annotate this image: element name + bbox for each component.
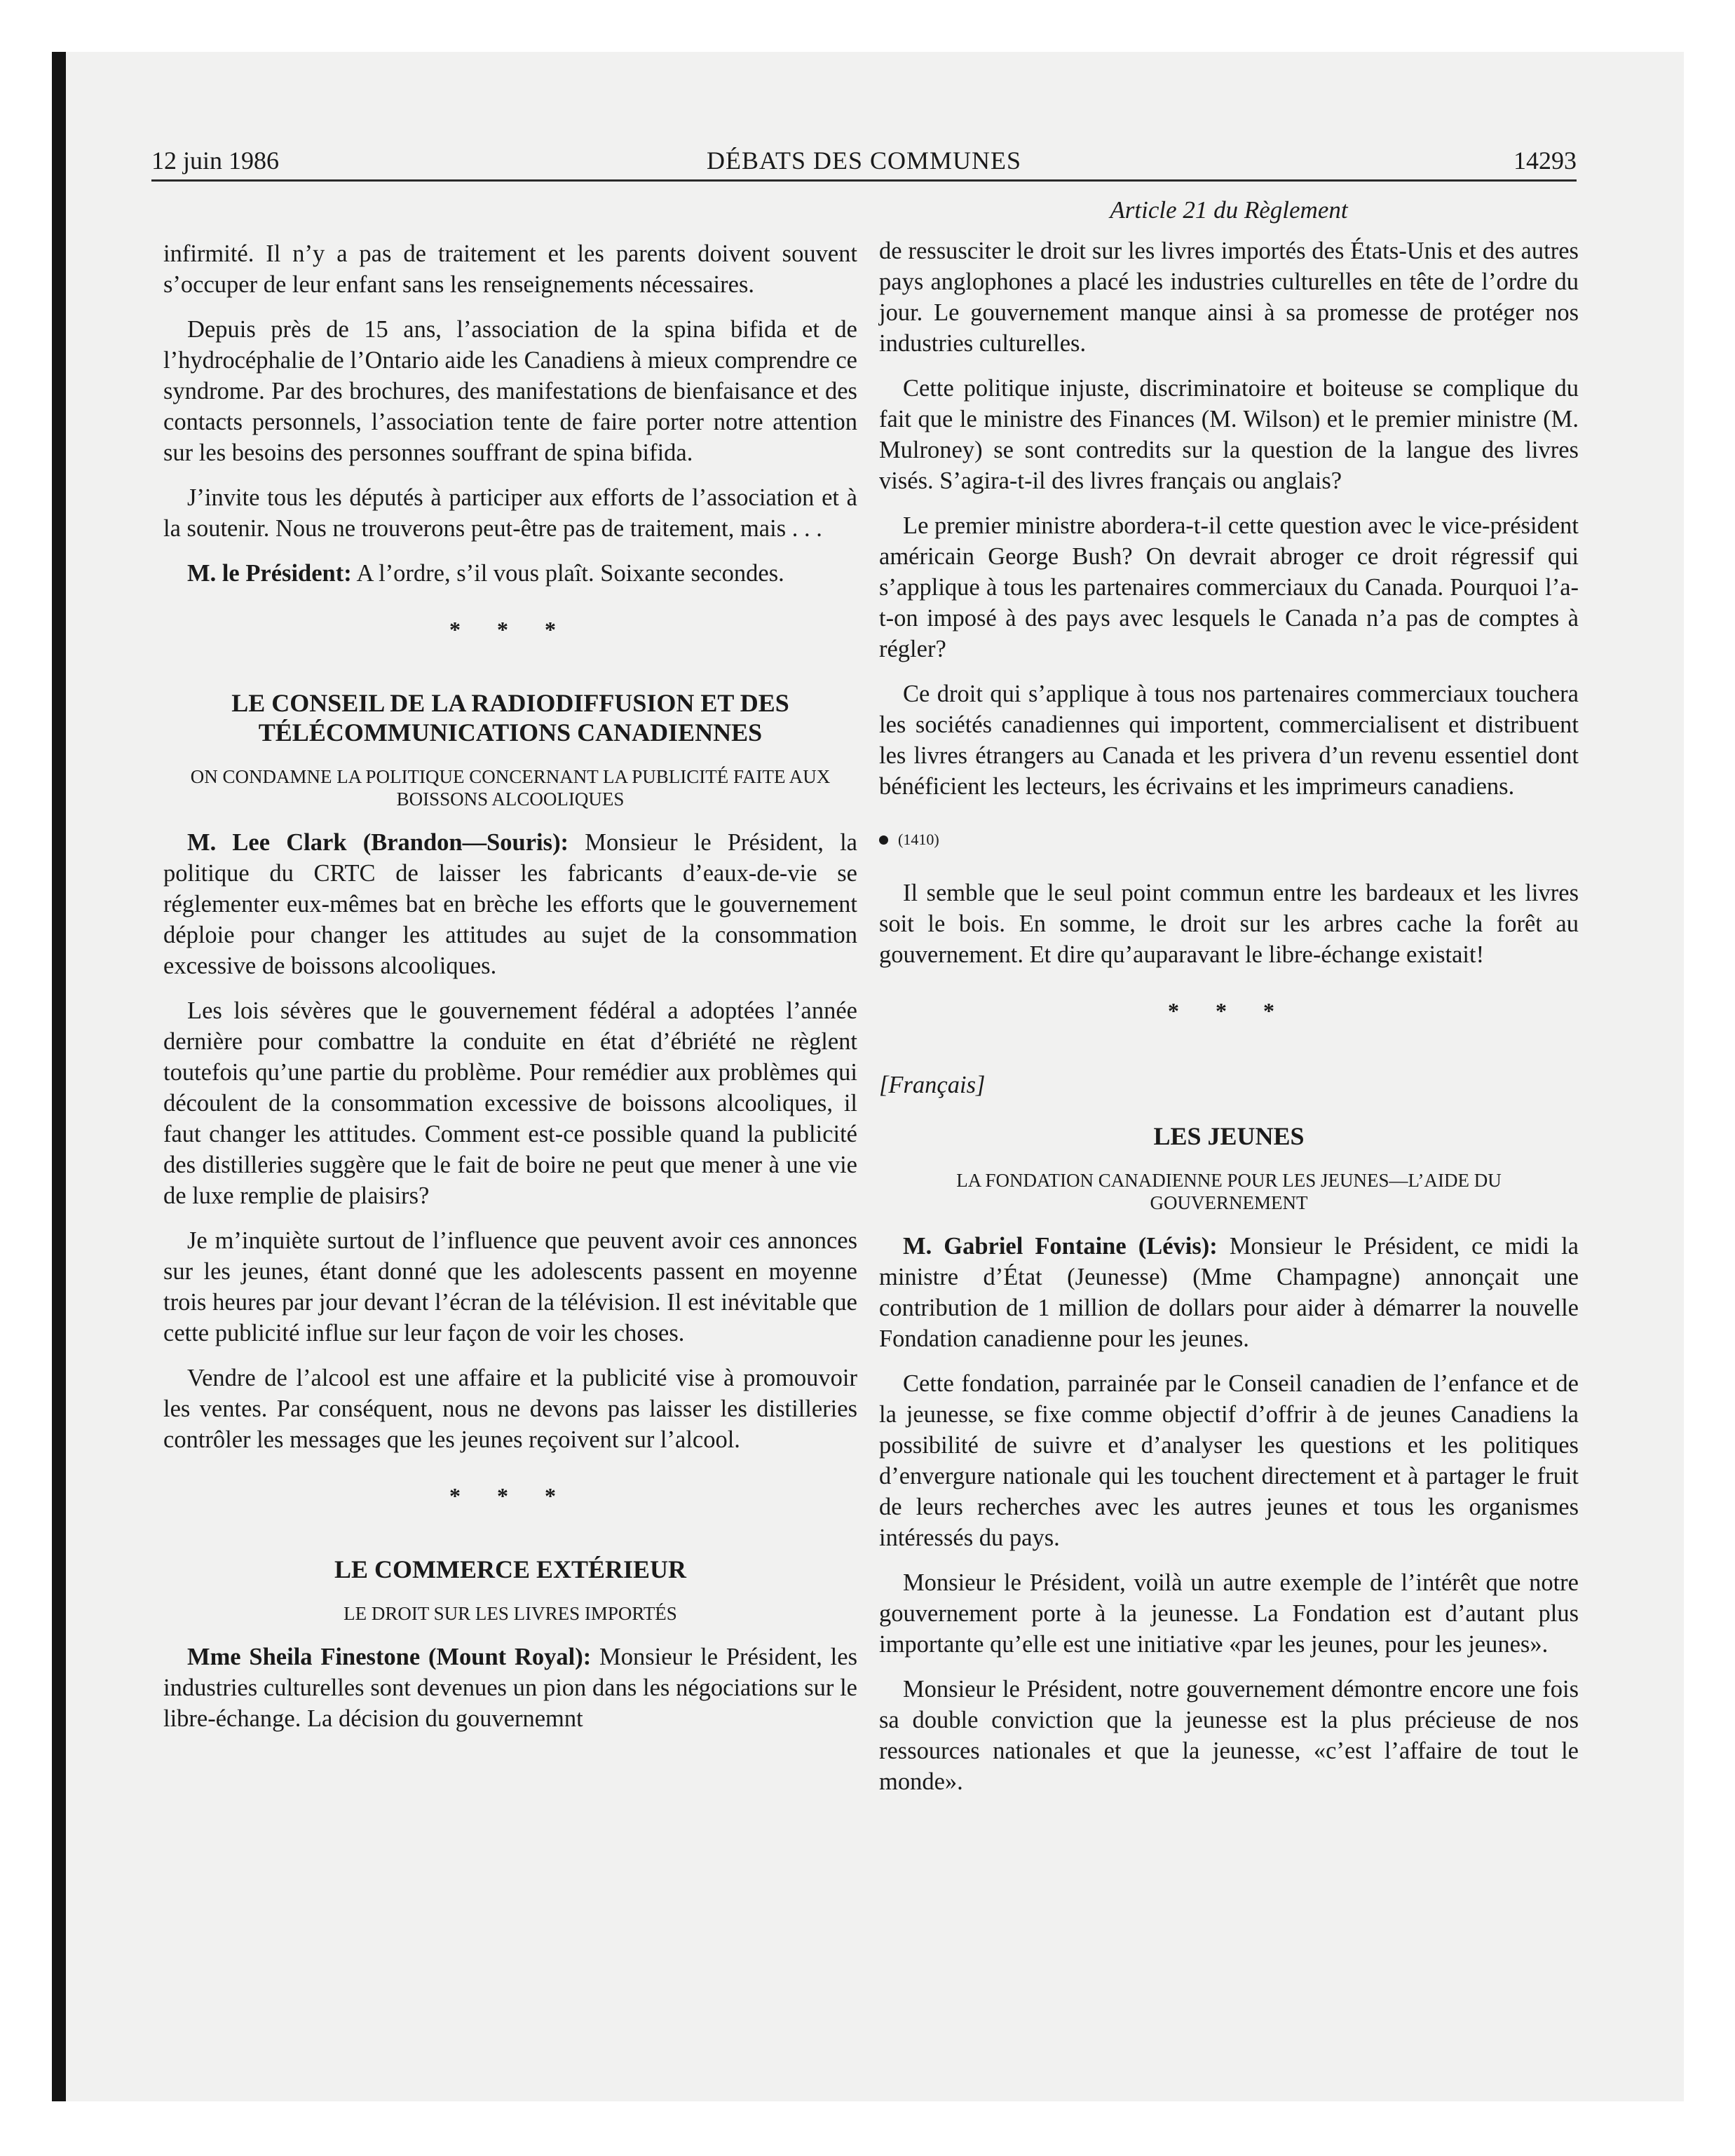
time-marker [879, 824, 1579, 855]
paragraph: Cette fondation, parrainée par le Conseil canadien de l’enfance et de la jeunesse, se fixe comme objectif d’offrir à de jeunes Canadiens la possibilité de suivre et d’analyser les questions et les politiques d’envergure nationale qui les touchent directement et à partager le fruit de leurs recherches avec les autres jeunes et tous les organismes intéressés du pays. [879, 1370, 1579, 1551]
paragraph: Je m’inquiète surtout de l’influence que peuvent avoir ces annonces sur les jeunes, étant donné que les adolescents passent en moyenne trois heures par jour devant l’écran de la télévision. Il est inévitable que cette publicité influe sur leur façon de voir les choses. [163, 1227, 857, 1346]
paragraph: Il semble que le seul point commun entre les bardeaux et les livres soit le bois. En somme, le droit sur les arbres cache la forêt au gouvernement. Et dire qu’auparavant le libre-échange existait! [879, 880, 1579, 968]
bullet-icon [879, 835, 888, 845]
paragraph: Monsieur le Président, notre gouvernement démontre encore une fois sa double conviction que la jeunesse est la plus précieuse de nos ressources nationales et que la jeunesse, «c’est l’affaire de tout le monde». [879, 1676, 1579, 1795]
speech-text: Monsieur le Président, ce midi la ministre d’État (Jeunesse) (Mme Champagne) annonçait une contribution de 1 million de dollars pour aider à démarrer la nouvelle Fondation canadienne pour les jeunes. [879, 1233, 1579, 1352]
time-label: (1410) [898, 831, 939, 848]
paragraph: Le premier ministre abordera-t-il cette question avec le vice-président américain George Bush? On devrait abroger ce droit régressif qui s’applique à tous les partenaires commerciaux du Canada. Pourquoi l’a-t-on imposé à des pays avec lesquels le Canada n’a pas de comptes à régler? [879, 512, 1579, 662]
section-heading: LE COMMERCE EXTÉRIEUR [334, 1555, 687, 1583]
section-separator: * * * [449, 1483, 571, 1508]
section-separator: * * * [449, 617, 571, 642]
right-column [879, 195, 1579, 1811]
section-heading: LES JEUNES [1153, 1122, 1305, 1150]
scan-edge-shadow [52, 52, 66, 2101]
left-column [163, 238, 857, 1748]
paragraph: Cette politique injuste, discriminatoire et boiteuse se complique du fait que le ministre des Finances (M. Wilson) et le premier ministre (M. Mulroney) se sont contredits sur la question de la langue des livres visés. S’agira-t-il des livres français ou anglais? [879, 375, 1579, 494]
speaker-name: M. le Président: [187, 560, 352, 587]
speech-text: Monsieur le Président, la politique du CRTC de laisser les fabricants d’eaux-de-vie se réglementer eux-mêmes bat en brèche les efforts que le gouvernement déploie pour changer les attitudes au sujet de la consommation excessive de boissons alcooliques. [163, 829, 857, 979]
section-separator: * * * [1168, 998, 1290, 1023]
header-title: DÉBATS DES COMMUNES [706, 146, 1022, 175]
paragraph: de ressusciter le droit sur les livres importés des États-Unis et des autres pays anglophones a placé les industries culturelles en tête de l’ordre du jour. Le gouvernement manque ainsi à sa promesse de protéger nos industries culturelles. [879, 238, 1579, 357]
section-subheading: LE DROIT SUR LES LIVRES IMPORTÉS [343, 1603, 677, 1624]
paragraph: Les lois sévères que le gouvernement fédéral a adoptées l’année dernière pour combattre la conduite en état d’ébriété ne règlent toutefois qu’une partie du problème. Pour remédier aux problèmes qui découlent de la consommation excessive de boissons alcooliques, il faut changer les attitudes. Comment est-ce possible quand la publicité des distilleries suggère que le fait de boire ne peut que mener à une vie de luxe remplie de plaisirs? [163, 997, 857, 1209]
header-page-number: 14293 [1513, 146, 1577, 175]
paragraph [163, 558, 857, 589]
paragraph [163, 1642, 857, 1734]
paragraph: Monsieur le Président, voilà un autre exemple de l’intérêt que notre gouvernement porte à la jeunesse. La Fondation est d’autant plus importante qu’elle est une initiative «par les jeunes, pour les jeunes». [879, 1569, 1579, 1658]
section-subheading: LA FONDATION CANADIENNE POUR LES JEUNES—L’AIDE DU GOUVERNEMENT [956, 1170, 1502, 1213]
paragraph: infirmité. Il n’y a pas de traitement et les parents doivent souvent s’occuper de leur enfant sans les renseignements nécessaires. [163, 240, 857, 298]
paragraph [163, 827, 857, 981]
speaker-name: Mme Sheila Finestone (Mount Royal): [187, 1644, 592, 1670]
speech-text: Monsieur le Président, les industries culturelles sont devenues un pion dans les négociations sur le libre-échange. La décision du gouvernemnt [163, 1644, 857, 1732]
running-header [151, 140, 1577, 182]
paragraph [879, 1231, 1579, 1354]
paragraph: Ce droit qui s’applique à tous nos partenaires commerciaux touchera les sociétés canadiennes qui importent, commercialisent et distribuent les livres étrangers au Canada et les privera d’un revenu essentiel dont bénéficient les lecteurs, les écrivains et les imprimeurs canadiens. [879, 681, 1579, 800]
speech-text: A l’ordre, s’il vous plaît. Soixante secondes. [351, 560, 784, 587]
section-subheading: ON CONDAMNE LA POLITIQUE CONCERNANT LA PUBLICITÉ FAITE AUX BOISSONS ALCOOLIQUES [190, 766, 831, 810]
section-heading: LE CONSEIL DE LA RADIODIFFUSION ET DES TÉLÉCOMMUNICATIONS CANADIENNES [231, 689, 789, 746]
language-marker: [Français] [879, 1072, 986, 1098]
paragraph: Vendre de l’alcool est une affaire et la publicité vise à promouvoir les ventes. Par conséquent, nous ne devons pas laisser les distilleries contrôler les messages que les jeunes reçoivent sur l’alcool. [163, 1365, 857, 1453]
speaker-name: M. Gabriel Fontaine (Lévis): [903, 1233, 1218, 1260]
header-date: 12 juin 1986 [151, 146, 280, 175]
speaker-name: M. Lee Clark (Brandon—Souris): [187, 829, 569, 856]
paragraph: J’invite tous les députés à participer aux efforts de l’association et à la soutenir. Nous ne trouverons peut-être pas de traitement, mais . . . [163, 484, 857, 542]
paragraph: Depuis près de 15 ans, l’association de la spina bifida et de l’hydrocéphalie de l’Ontario aide les Canadiens à mieux comprendre ce syndrome. Par des brochures, des manifestations de bienfaisance et des contacts personnels, l’association tente de faire porter notre attention sur les besoins des personnes souffrant de spina bifida. [163, 316, 857, 466]
rubric-heading: Article 21 du Règlement [1110, 196, 1348, 224]
